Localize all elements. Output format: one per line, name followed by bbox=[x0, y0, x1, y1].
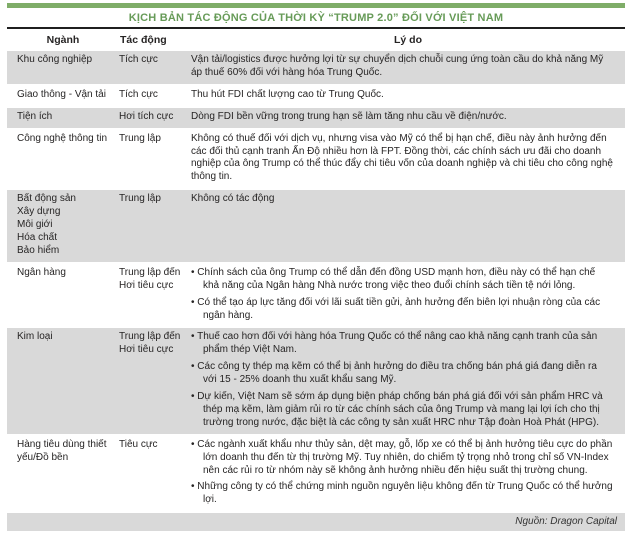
reason-paragraph: Không có tác động bbox=[191, 193, 275, 205]
table-row bbox=[7, 51, 625, 84]
sector-cell bbox=[7, 133, 119, 185]
column-header-reason: Lý do bbox=[394, 34, 422, 46]
impact-line: Hơi tiêu cực bbox=[119, 279, 174, 291]
table-row bbox=[7, 436, 625, 512]
reason-cell bbox=[191, 439, 625, 508]
impact-line: Tích cực bbox=[119, 88, 158, 100]
sector-line: Kim loại bbox=[17, 331, 53, 343]
reason-paragraph: • Dự kiến, Việt Nam sẽ sớm áp dụng biện pháp chống bán phá giá đối với sản phẩm HRC và thép mạ kẽm, làm giảm rủi ro từ các chính sách của ông Trump và mang lại lợi ích cho thị trường trong nước, đặc biệt là các công ty sản xuất HRC như Tập đoàn Hoà Phát (HPG). bbox=[191, 391, 603, 428]
reason-cell bbox=[191, 111, 625, 124]
impact-line: Tích cực bbox=[119, 54, 158, 65]
sector-line: Khu công nghiệp bbox=[17, 54, 93, 65]
sector-cell bbox=[7, 54, 119, 80]
sector-line: Môi giới bbox=[17, 219, 53, 231]
impact-line: Trung lập đến bbox=[119, 331, 181, 343]
impact-line: Tiêu cực bbox=[119, 438, 158, 450]
sector-cell bbox=[7, 89, 119, 102]
sector-line: Xây dựng bbox=[17, 206, 61, 218]
reason-paragraph: Dòng FDI bền vững trong trung hạn sẽ làm tăng nhu cầu về điện/nước. bbox=[191, 110, 507, 122]
table-body bbox=[7, 51, 625, 511]
column-header-impact: Tác động bbox=[120, 34, 167, 46]
reason-cell bbox=[191, 193, 625, 258]
sector-line: Ngân hàng bbox=[17, 266, 66, 278]
reason-paragraph: • Các công ty thép mạ kẽm có thể bị ảnh hưởng do điều tra chống bán phá giá đang diễn ra với 15 - 25% doanh thu xuất khẩu sang Mỹ. bbox=[191, 361, 597, 386]
sector-cell bbox=[7, 331, 119, 429]
reason-cell bbox=[191, 54, 625, 80]
impact-cell bbox=[119, 193, 191, 258]
reason-cell bbox=[191, 133, 625, 185]
reason-paragraph: • Có thể tạo áp lực tăng đối với lãi suất tiền gửi, ảnh hưởng đến biên lợi nhuận ròng của các ngân hàng. bbox=[191, 296, 601, 321]
reason-paragraph: Thu hút FDI chất lượng cao từ Trung Quốc. bbox=[191, 88, 384, 100]
table-row bbox=[7, 328, 625, 433]
sector-line: Công nghệ thông tin bbox=[17, 132, 108, 144]
table-row bbox=[7, 108, 625, 128]
impact-line: Trung lập đến bbox=[119, 266, 181, 278]
reason-cell bbox=[191, 331, 625, 429]
impact-line: Trung lập bbox=[119, 193, 161, 205]
table-row bbox=[7, 86, 625, 106]
sector-line: Bất động sản bbox=[17, 193, 76, 205]
sector-cell bbox=[7, 111, 119, 124]
column-header-sector: Ngành bbox=[46, 34, 80, 46]
sector-line: Giao thông - Vận tải bbox=[17, 88, 106, 100]
sector-line: Hóa chất bbox=[17, 231, 58, 243]
table-row bbox=[7, 130, 625, 189]
sector-line: yếu/Đồ bền bbox=[17, 451, 69, 463]
sector-line: Bảo hiểm bbox=[17, 244, 60, 256]
impact-line: Hơi tiêu cực bbox=[119, 344, 174, 356]
impact-scenario-table bbox=[7, 3, 625, 531]
impact-cell bbox=[119, 133, 191, 185]
reason-paragraph: • Những công ty có thể chứng minh nguồn nguyên liệu không đến từ Trung Quốc có thể hưởng lợi. bbox=[191, 481, 613, 506]
reason-paragraph: • Chính sách của ông Trump có thể dẫn đến đồng USD mạnh hơn, điều này có thể hạn chế khả năng của Ngân hàng Nhà nước trong việc theo đuổi chính sách tiền tệ nới lỏng. bbox=[191, 266, 596, 291]
reason-paragraph: Không có thuế đối với dịch vụ, nhưng visa vào Mỹ có thể bị hạn chế, điều này ảnh hưởng đến các đối thủ cạnh tranh Ấn Độ nhiều hơn là FPT. Đồng thời, các chính sách ưu đãi cho doanh nghiệp của ông Trump có thể thúc đẩy chi tiêu vốn của doanh nghiệp và chi tiêu cho công nghệ thông tin. bbox=[191, 132, 613, 183]
impact-cell bbox=[119, 89, 191, 102]
impact-cell bbox=[119, 331, 191, 429]
impact-cell bbox=[119, 267, 191, 323]
table-header-row bbox=[7, 29, 625, 51]
source-credit: Nguồn: Dragon Capital bbox=[7, 513, 625, 531]
reason-cell bbox=[191, 89, 625, 102]
sector-cell bbox=[7, 193, 119, 258]
table-row bbox=[7, 190, 625, 262]
impact-cell bbox=[119, 111, 191, 124]
impact-cell bbox=[119, 54, 191, 80]
impact-line: Trung lập bbox=[119, 132, 161, 144]
reason-paragraph: • Thuế cao hơn đối với hàng hóa Trung Quốc có thể nâng cao khả năng cạnh tranh của sản phẩm thép Việt Nam. bbox=[191, 331, 598, 356]
sector-cell bbox=[7, 267, 119, 323]
impact-cell bbox=[119, 439, 191, 508]
sector-line: Hàng tiêu dùng thiết bbox=[17, 438, 107, 450]
sector-line: Tiện ích bbox=[17, 110, 53, 122]
table-row bbox=[7, 264, 625, 327]
table-title: KỊCH BẢN TÁC ĐỘNG CỦA THỜI KỲ “TRUMP 2.0” ĐỐI VỚI VIỆT NAM bbox=[7, 8, 625, 29]
reason-cell bbox=[191, 267, 625, 323]
impact-line: Hơi tích cực bbox=[119, 110, 174, 122]
reason-paragraph: Vận tải/logistics được hưởng lợi từ sự chuyển dịch chuỗi cung ứng toàn cầu do khả năng Mỹ áp thuế 60% đối với hàng hóa Trung Quốc. bbox=[191, 54, 604, 78]
reason-paragraph: • Các ngành xuất khẩu như thủy sản, dệt may, gỗ, lốp xe có thể bị ảnh hưởng tiêu cực do phần lớn doanh thu đến từ thị trường Mỹ. Tuy nhiên, do chiếm tỷ trọng nhỏ trong chỉ số VN-Index nên các rủi ro từ nhóm này sẽ không ảnh hưởng nhiều đến hiệu suất thị trường chung. bbox=[191, 438, 613, 476]
sector-cell bbox=[7, 439, 119, 508]
